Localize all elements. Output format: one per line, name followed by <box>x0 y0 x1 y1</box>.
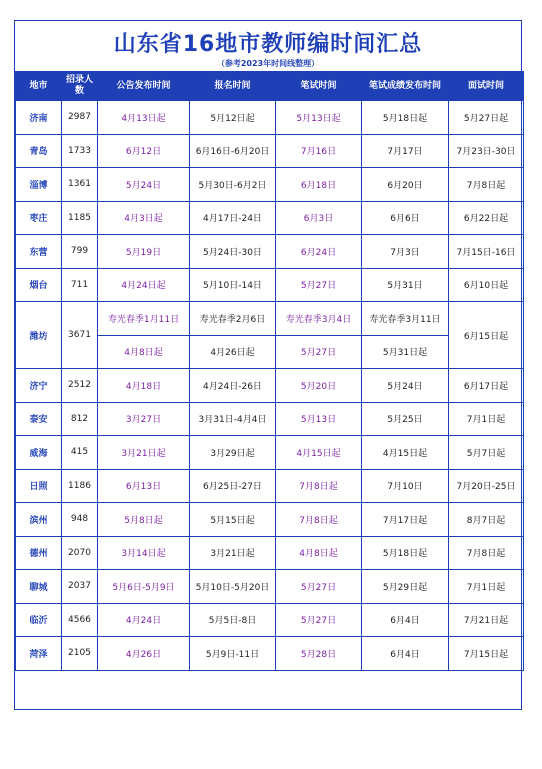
exam-cell: 5月27日 <box>276 335 362 369</box>
city-cell: 淄博 <box>16 168 62 202</box>
announce-cell: 6月12日 <box>98 134 190 168</box>
announce-cell: 6月13日 <box>98 469 190 503</box>
score-cell: 7月3日 <box>362 235 449 269</box>
table-row <box>16 469 524 503</box>
city-cell: 滨州 <box>16 503 62 537</box>
table-row <box>16 101 524 135</box>
table-row <box>16 168 524 202</box>
count-cell: 2512 <box>62 369 98 403</box>
interview-cell: 8月7日起 <box>449 503 524 537</box>
table-row <box>16 536 524 570</box>
header-exam: 笔试时间 <box>276 72 362 101</box>
count-cell: 812 <box>62 402 98 436</box>
register-cell: 5月9日-11日 <box>190 637 276 671</box>
score-cell: 5月24日 <box>362 369 449 403</box>
header-count: 招录人数 <box>62 72 98 101</box>
announce-cell: 4月8日起 <box>98 335 190 369</box>
exam-cell: 寿光春季3月4日 <box>276 302 362 336</box>
announce-cell: 4月24日起 <box>98 268 190 302</box>
score-cell: 寿光春季3月11日 <box>362 302 449 336</box>
interview-cell: 7月1日起 <box>449 570 524 604</box>
register-cell: 6月25日-27日 <box>190 469 276 503</box>
exam-cell: 4月8日起 <box>276 536 362 570</box>
announce-cell: 3月14日起 <box>98 536 190 570</box>
interview-cell: 6月17日起 <box>449 369 524 403</box>
count-cell: 2987 <box>62 101 98 135</box>
register-cell: 5月24日-30日 <box>190 235 276 269</box>
register-cell: 5月30日-6月2日 <box>190 168 276 202</box>
count-cell: 1361 <box>62 168 98 202</box>
table-row <box>16 603 524 637</box>
table-row <box>16 637 524 671</box>
count-cell: 1185 <box>62 201 98 235</box>
table-row <box>16 268 524 302</box>
interview-cell: 7月21日起 <box>449 603 524 637</box>
register-cell: 5月12日起 <box>190 101 276 135</box>
interview-cell: 7月8日起 <box>449 168 524 202</box>
city-cell: 东营 <box>16 235 62 269</box>
register-cell: 3月29日起 <box>190 436 276 470</box>
exam-cell: 4月15日起 <box>276 436 362 470</box>
city-cell: 聊城 <box>16 570 62 604</box>
table-row <box>16 134 524 168</box>
exam-cell: 6月24日 <box>276 235 362 269</box>
city-cell: 青岛 <box>16 134 62 168</box>
register-cell: 5月5日-8日 <box>190 603 276 637</box>
score-cell: 5月25日 <box>362 402 449 436</box>
score-cell: 6月4日 <box>362 603 449 637</box>
announce-cell: 5月19日 <box>98 235 190 269</box>
announce-cell: 寿光春季1月11日 <box>98 302 190 336</box>
exam-cell: 5月20日 <box>276 369 362 403</box>
header-register: 报名时间 <box>190 72 276 101</box>
interview-cell: 7月23日-30日 <box>449 134 524 168</box>
announce-cell: 4月26日 <box>98 637 190 671</box>
count-cell: 1733 <box>62 134 98 168</box>
interview-cell: 7月15日-16日 <box>449 235 524 269</box>
exam-cell: 5月27日 <box>276 603 362 637</box>
city-cell: 济南 <box>16 101 62 135</box>
announce-cell: 3月21日起 <box>98 436 190 470</box>
interview-cell: 7月1日起 <box>449 402 524 436</box>
city-cell: 德州 <box>16 536 62 570</box>
score-cell: 5月29日起 <box>362 570 449 604</box>
count-cell: 1186 <box>62 469 98 503</box>
announce-cell: 5月6日-5月9日 <box>98 570 190 604</box>
interview-cell: 6月10日起 <box>449 268 524 302</box>
interview-cell: 7月20日-25日 <box>449 469 524 503</box>
interview-cell: 6月22日起 <box>449 201 524 235</box>
city-cell: 菏泽 <box>16 637 62 671</box>
exam-cell: 6月18日 <box>276 168 362 202</box>
announce-cell: 4月3日起 <box>98 201 190 235</box>
interview-cell: 5月7日起 <box>449 436 524 470</box>
exam-cell: 5月28日 <box>276 637 362 671</box>
score-cell: 6月6日 <box>362 201 449 235</box>
count-cell: 3671 <box>62 302 98 369</box>
score-cell: 7月10日 <box>362 469 449 503</box>
announce-cell: 4月18日 <box>98 369 190 403</box>
register-cell: 3月21日起 <box>190 536 276 570</box>
count-cell: 948 <box>62 503 98 537</box>
register-cell: 3月31日-4月4日 <box>190 402 276 436</box>
register-cell: 5月10日-5月20日 <box>190 570 276 604</box>
register-cell: 5月10日-14日 <box>190 268 276 302</box>
table-row <box>16 436 524 470</box>
city-cell: 威海 <box>16 436 62 470</box>
count-cell: 4566 <box>62 603 98 637</box>
register-cell: 4月24日-26日 <box>190 369 276 403</box>
page-title: 山东省16地市教师编时间汇总 <box>113 32 423 57</box>
exam-cell: 5月27日 <box>276 268 362 302</box>
exam-cell: 5月13日起 <box>276 101 362 135</box>
exam-cell: 5月27日 <box>276 570 362 604</box>
exam-cell: 6月3日 <box>276 201 362 235</box>
score-cell: 4月15日起 <box>362 436 449 470</box>
count-cell: 711 <box>62 268 98 302</box>
score-cell: 5月31日 <box>362 268 449 302</box>
announce-cell: 4月24日 <box>98 603 190 637</box>
table-row <box>16 369 524 403</box>
interview-cell: 7月8日起 <box>449 536 524 570</box>
header-score: 笔试成绩发布时间 <box>362 72 449 101</box>
table-row <box>16 235 524 269</box>
exam-cell: 5月13日 <box>276 402 362 436</box>
interview-cell: 6月15日起 <box>449 302 524 369</box>
count-cell: 2105 <box>62 637 98 671</box>
table-row <box>16 201 524 235</box>
register-cell: 4月17日-24日 <box>190 201 276 235</box>
count-cell: 2037 <box>62 570 98 604</box>
register-cell: 寿光春季2月6日 <box>190 302 276 336</box>
exam-cell: 7月8日起 <box>276 503 362 537</box>
table-row <box>16 402 524 436</box>
score-cell: 5月18日起 <box>362 101 449 135</box>
count-cell: 799 <box>62 235 98 269</box>
interview-cell: 7月15日起 <box>449 637 524 671</box>
score-cell: 5月18日起 <box>362 536 449 570</box>
score-cell: 7月17日 <box>362 134 449 168</box>
register-cell: 5月15日起 <box>190 503 276 537</box>
score-cell: 6月20日 <box>362 168 449 202</box>
city-cell: 泰安 <box>16 402 62 436</box>
city-cell: 烟台 <box>16 268 62 302</box>
city-cell: 潍坊 <box>16 302 62 369</box>
header-row <box>16 72 524 101</box>
header-interview: 面试时间 <box>449 72 524 101</box>
announce-cell: 5月24日 <box>98 168 190 202</box>
schedule-sheet <box>14 20 522 710</box>
interview-cell: 5月27日起 <box>449 101 524 135</box>
table-row <box>16 302 524 336</box>
count-cell: 415 <box>62 436 98 470</box>
announce-cell: 3月27日 <box>98 402 190 436</box>
score-cell: 6月4日 <box>362 637 449 671</box>
announce-cell: 4月13日起 <box>98 101 190 135</box>
table-row <box>16 503 524 537</box>
city-cell: 枣庄 <box>16 201 62 235</box>
count-cell: 2070 <box>62 536 98 570</box>
city-cell: 济宁 <box>16 369 62 403</box>
register-cell: 4月26日起 <box>190 335 276 369</box>
city-cell: 临沂 <box>16 603 62 637</box>
exam-cell: 7月16日 <box>276 134 362 168</box>
score-cell: 5月31日起 <box>362 335 449 369</box>
score-cell: 7月17日起 <box>362 503 449 537</box>
register-cell: 6月16日-6月20日 <box>190 134 276 168</box>
announce-cell: 5月8日起 <box>98 503 190 537</box>
exam-cell: 7月8日起 <box>276 469 362 503</box>
page-subtitle: （参考2023年时间线整理） <box>216 59 320 68</box>
schedule-table <box>15 71 524 671</box>
header-announce: 公告发布时间 <box>98 72 190 101</box>
table-row <box>16 570 524 604</box>
header-city: 地市 <box>16 72 62 101</box>
city-cell: 日照 <box>16 469 62 503</box>
